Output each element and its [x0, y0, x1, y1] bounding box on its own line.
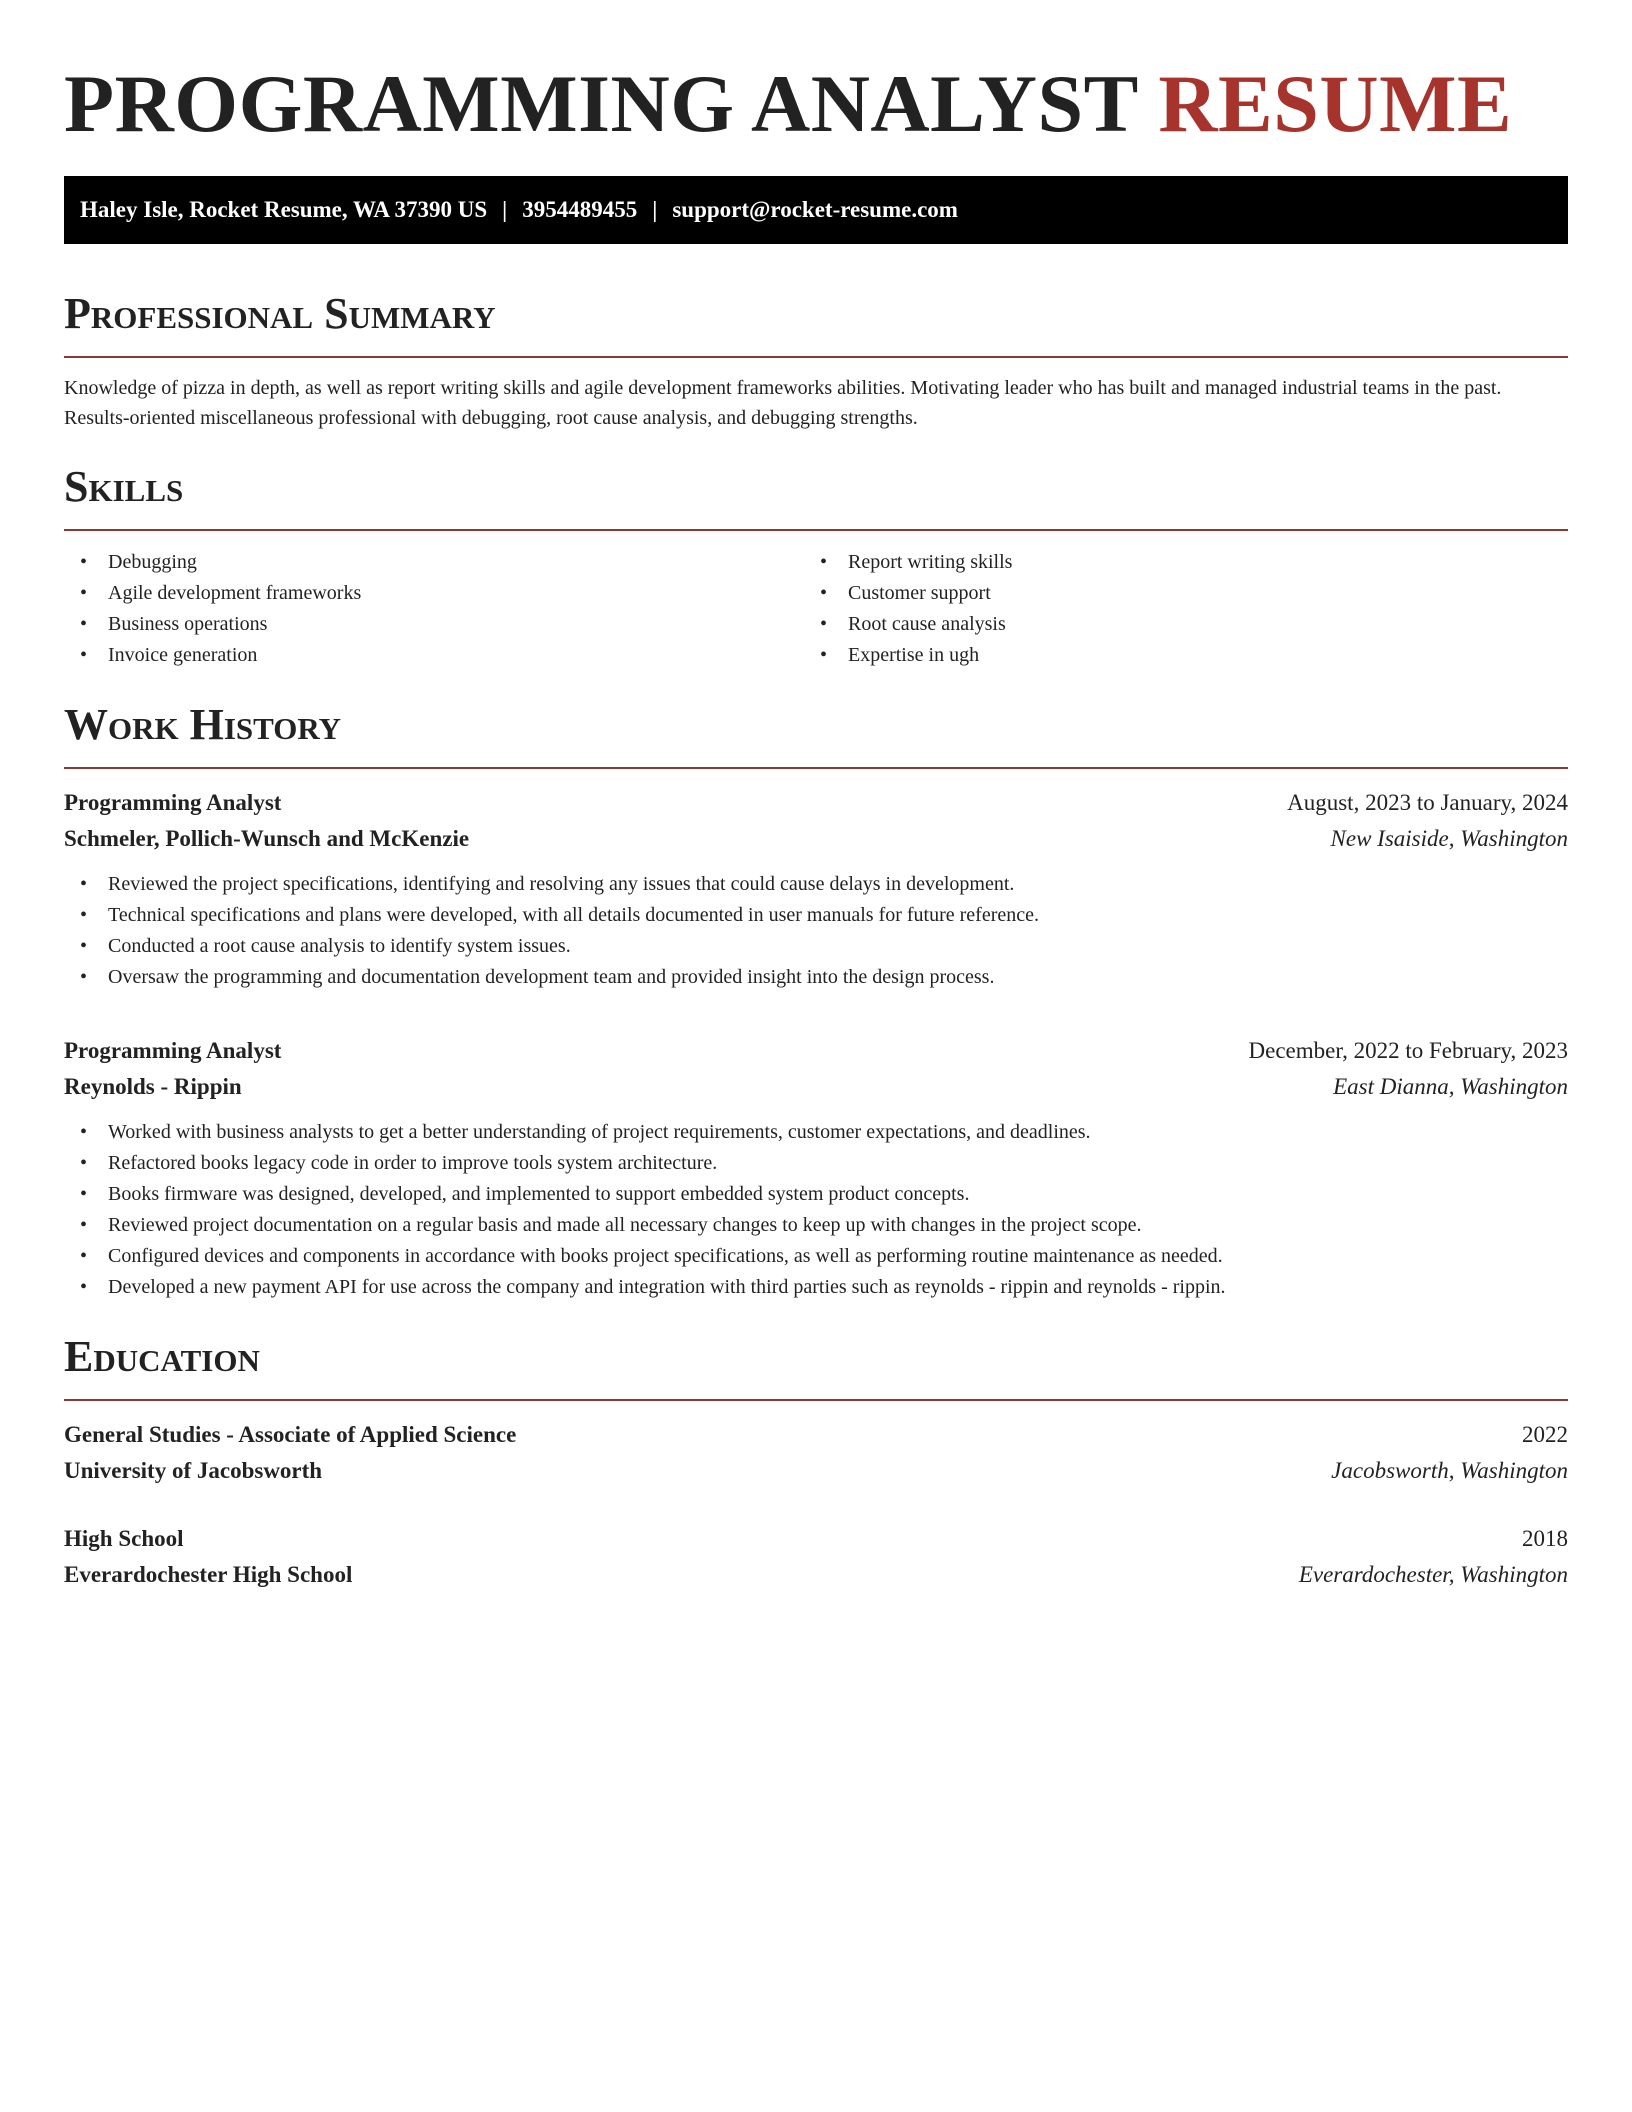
education-entry — [64, 1417, 1568, 1489]
job-dates: December, 2022 to February, 2023 — [1248, 1038, 1568, 1063]
job-company-row — [64, 1069, 1568, 1105]
duty-item: • Configured devices and components in accordance with books project specifications, as well as performing routine maintenance as needed. — [64, 1241, 1568, 1272]
contact-email: support@rocket-resume.com — [672, 197, 958, 222]
contact-bar — [64, 176, 1568, 244]
education-degree-row — [64, 1521, 1568, 1557]
job-location: East Dianna, Washington — [1333, 1074, 1568, 1099]
duty-item: • Technical specifications and plans were developed, with all details documented in user manuals for future reference. — [64, 900, 1568, 931]
job-title: Programming Analyst — [64, 1038, 282, 1063]
education-school: Everardochester High School — [64, 1562, 353, 1587]
duty-item: • Refactored books legacy code in order to improve tools system architecture. — [64, 1148, 1568, 1179]
duty-item: • Reviewed the project specifications, identifying and resolving any issues that could cause delays in development. — [64, 869, 1568, 900]
job-dates: August, 2023 to January, 2024 — [1287, 790, 1568, 815]
contact-separator: | — [502, 197, 508, 222]
duty-item: • Oversaw the programming and documentation development team and provided insight into the design process. — [64, 962, 1568, 993]
skill-item: • Root cause analysis — [804, 609, 1568, 640]
duty-item: • Worked with business analysts to get a better understanding of project requirements, customer expectations, and deadlines. — [64, 1117, 1568, 1148]
job-company: Schmeler, Pollich-Wunsch and McKenzie — [64, 826, 470, 851]
summary-heading: Professional Summary — [64, 289, 496, 338]
contact-phone: 3954489455 — [522, 197, 638, 222]
resume-page — [64, 0, 1568, 1593]
job-duties — [64, 1117, 1568, 1303]
contact-address: Haley Isle, Rocket Resume, WA 37390 US — [80, 197, 488, 222]
section-divider — [64, 1399, 1568, 1401]
skills-column-right — [804, 547, 1568, 671]
job-entry — [64, 1033, 1568, 1303]
page-title — [64, 56, 1568, 152]
work-history-section — [64, 699, 1568, 1303]
education-section — [64, 1331, 1568, 1593]
education-year: 2018 — [1522, 1526, 1568, 1551]
duty-item: • Reviewed project documentation on a regular basis and made all necessary changes to keep up with changes in the project scope. — [64, 1210, 1568, 1241]
skill-item: • Agile development frameworks — [64, 578, 804, 609]
job-title: Programming Analyst — [64, 790, 282, 815]
education-location: Everardochester, Washington — [1298, 1562, 1568, 1587]
education-location: Jacobsworth, Washington — [1331, 1458, 1568, 1483]
duty-item: • Developed a new payment API for use across the company and integration with third parties such as reynolds - rippin and reynolds - rippin. — [64, 1272, 1568, 1303]
section-divider — [64, 529, 1568, 531]
skill-item: • Business operations — [64, 609, 804, 640]
job-company: Reynolds - Rippin — [64, 1074, 242, 1099]
duty-item: • Books firmware was designed, developed, and implemented to support embedded system product concepts. — [64, 1179, 1568, 1210]
title-main: PROGRAMMING ANALYST — [64, 58, 1138, 149]
summary-text: Knowledge of pizza in depth, as well as report writing skills and agile development frameworks abilities. Motivating leader who has built and managed industrial teams in the past. Results-oriented miscellaneous professional with debugging, root cause analysis, and debugging strengths. — [64, 377, 1502, 429]
section-divider — [64, 767, 1568, 769]
work-history-heading: Work History — [64, 700, 342, 749]
education-school-row — [64, 1557, 1568, 1593]
skills-list — [64, 547, 1568, 671]
skill-item: • Report writing skills — [804, 547, 1568, 578]
skill-item: • Customer support — [804, 578, 1568, 609]
education-school-row — [64, 1453, 1568, 1489]
summary-section — [64, 288, 1568, 433]
job-header-row — [64, 1033, 1568, 1069]
contact-separator: | — [652, 197, 658, 222]
title-accent: RESUME — [1158, 58, 1513, 149]
job-company-row — [64, 821, 1568, 857]
education-heading: Education — [64, 1332, 260, 1381]
skills-section — [64, 461, 1568, 671]
skills-heading: Skills — [64, 462, 184, 511]
education-degree: High School — [64, 1526, 184, 1551]
education-year: 2022 — [1522, 1422, 1568, 1447]
job-duties — [64, 869, 1568, 993]
section-divider — [64, 356, 1568, 358]
skill-item: • Invoice generation — [64, 640, 804, 671]
job-location: New Isaiside, Washington — [1330, 826, 1568, 851]
education-degree-row — [64, 1417, 1568, 1453]
education-degree: General Studies - Associate of Applied Science — [64, 1422, 517, 1447]
job-header-row — [64, 785, 1568, 821]
skill-item: • Expertise in ugh — [804, 640, 1568, 671]
education-school: University of Jacobsworth — [64, 1458, 323, 1483]
education-entry — [64, 1521, 1568, 1593]
job-entry — [64, 785, 1568, 993]
skill-item: • Debugging — [64, 547, 804, 578]
skills-column-left — [64, 547, 804, 671]
duty-item: • Conducted a root cause analysis to identify system issues. — [64, 931, 1568, 962]
